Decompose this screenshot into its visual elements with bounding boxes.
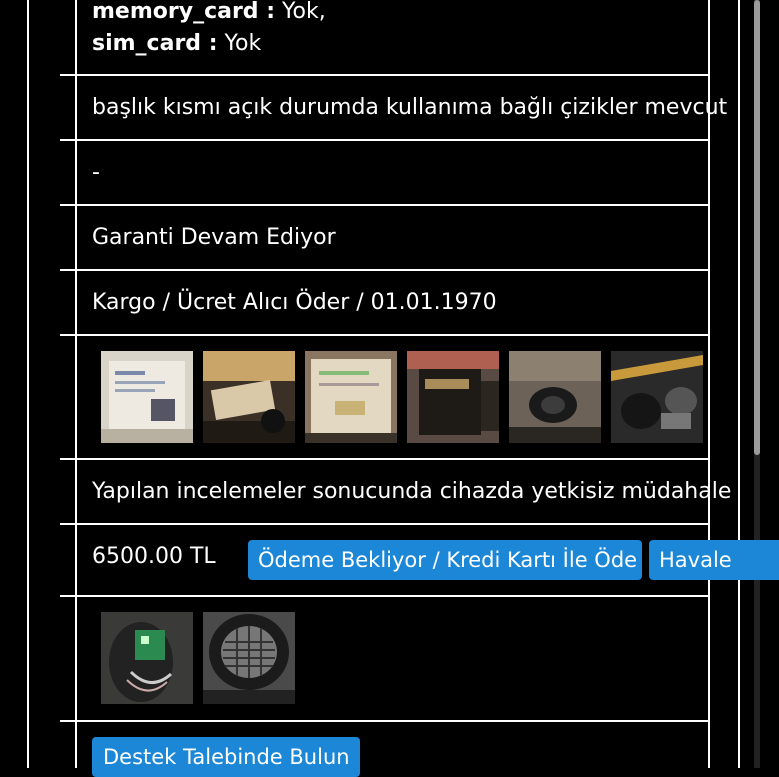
inspection-note-cell [78, 478, 732, 508]
row-divider [60, 458, 710, 460]
scrollbar-thumb[interactable] [754, 0, 760, 455]
row-divider [60, 139, 710, 141]
support-request-button[interactable]: Destek Talebinde Bulun [92, 737, 360, 777]
row-divider [60, 269, 710, 271]
inspection-photo-2[interactable] [203, 612, 295, 704]
sim-card-spec [92, 30, 261, 58]
condition-note: başlık kısmı açık durumda kullanıma bağlı çizikler mevcut [92, 95, 728, 120]
device-photo-1[interactable] [101, 351, 193, 443]
row-divider [60, 334, 710, 336]
shipping-info: Kargo / Ücret Alıcı Öder / 01.01.1970 [92, 290, 497, 315]
sim-card-value: Yok [217, 31, 262, 56]
table-far-right-border [738, 0, 740, 768]
warranty-status: Garanti Devam Ediyor [92, 225, 336, 250]
dash-value: - [92, 160, 100, 185]
device-photo-6[interactable] [611, 351, 703, 443]
condition-note-cell [78, 94, 728, 124]
row-divider [60, 523, 710, 525]
inspection-note: Yapılan incelemeler sonucunda cihazda yetkisiz müdahale [92, 479, 732, 504]
sim-card-label: sim_card : [92, 31, 218, 56]
row-divider [60, 74, 710, 76]
pay-by-card-button[interactable]: Ödeme Bekliyor / Kredi Kartı İle Öde [248, 540, 642, 580]
memory-card-value: Yok, [275, 0, 326, 24]
row-divider [60, 204, 710, 206]
pay-transfer-button-clip [649, 540, 732, 580]
device-photo-2[interactable] [203, 351, 295, 443]
row-divider [60, 595, 710, 597]
table-outer-left-border [27, 0, 29, 768]
table-inner-left-border [75, 0, 77, 768]
row-divider [60, 720, 710, 722]
device-photo-4[interactable] [407, 351, 499, 443]
price-value: 6500.00 TL [92, 544, 216, 569]
memory-card-spec [92, 0, 326, 26]
memory-card-label: memory_card : [92, 0, 276, 24]
pay-by-transfer-button[interactable]: Havale [649, 540, 779, 580]
device-photo-5[interactable] [509, 351, 601, 443]
inspection-photo-1[interactable] [101, 612, 193, 704]
device-photo-3[interactable] [305, 351, 397, 443]
